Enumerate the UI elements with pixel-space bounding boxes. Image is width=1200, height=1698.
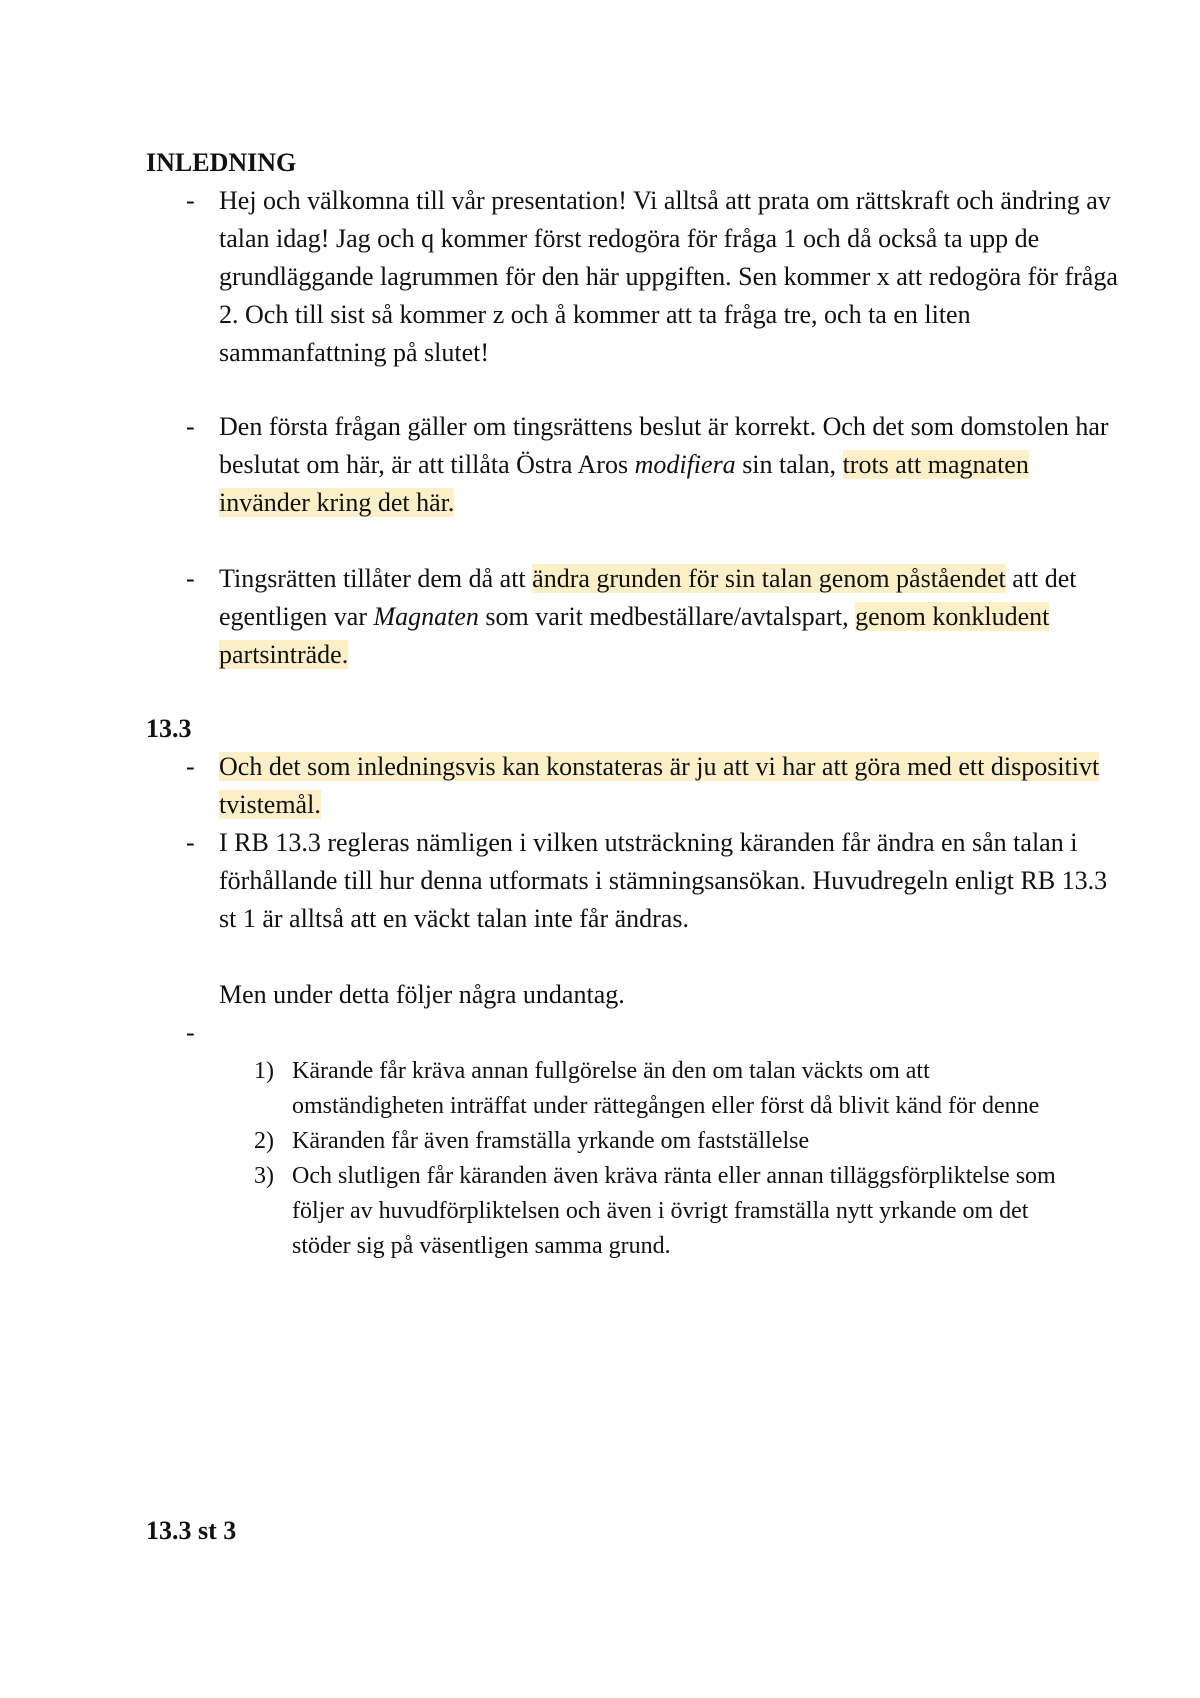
text-run: sin talan,	[735, 450, 843, 479]
bullet-text: I RB 13.3 regleras nämligen i vilken utsträckning käranden får ändra en sån talan i förhållande till hur denna utformats i stämningsansökan. Huvudregeln enligt RB 13.3 st 1 är alltså att en väckt talan inte får ändras.	[219, 828, 1108, 933]
bullet-dash: -	[186, 1018, 195, 1047]
bullet-dash: -	[186, 412, 195, 441]
list-item-text: Kärande får kräva annan fullgörelse än den om talan väckts om att omständigheten inträffat under rättegången eller först då blivit känd för denne	[292, 1058, 1040, 1119]
bullet-dash: -	[186, 564, 195, 593]
list-number: 3)	[254, 1163, 274, 1189]
text-run: Tingsrätten tillåter dem då att	[219, 564, 533, 593]
bullet-text	[219, 408, 1119, 522]
list-item-text: Käranden får även framställa yrkande om fastställelse	[292, 1128, 810, 1154]
list-item	[146, 1159, 1086, 1264]
bullet-text	[219, 560, 1119, 674]
emphasis-text: modifiera	[634, 450, 736, 479]
list-item	[146, 1054, 1086, 1124]
list-number: 1)	[254, 1058, 274, 1084]
heading-13-3: 13.3	[146, 714, 192, 743]
highlighted-text: Och det som inledningsvis kan konstateras är ju att vi har att göra med ett dispositivt tvistemål.	[219, 752, 1100, 819]
list-number: 2)	[254, 1128, 274, 1154]
bullet-text	[219, 748, 1119, 824]
exceptions-list	[146, 1054, 1086, 1264]
bullet-text: Hej och välkomna till vår presentation! Vi alltså att prata om rättskraft och ändring av talan idag! Jag och q kommer först redogöra för fråga 1 och då också ta upp de grundläggande lagrummen för den här uppgiften. Sen kommer x att redogöra för fråga 2. Och till sist så kommer z och å kommer att ta fråga tre, och ta en liten sammanfattning på slutet!	[219, 186, 1118, 367]
highlighted-text: genom konkludent partsinträde.	[219, 602, 1050, 669]
bullet-dash: -	[186, 186, 195, 215]
bullet-dash: -	[186, 828, 195, 857]
text-run: att det egentligen var	[219, 564, 1077, 631]
text-run: som varit medbeställare/avtalspart,	[478, 602, 856, 631]
bullet-dash: -	[186, 752, 195, 781]
highlighted-text: ändra grunden för sin talan genom påståendet	[532, 564, 1006, 593]
heading-inledning: INLEDNING	[146, 148, 297, 177]
list-item-text: Och slutligen får käranden även kräva ränta eller annan tilläggsförpliktelse som följer av huvudförpliktelsen och även i övrigt framställa nytt yrkande om det stöder sig på väsentligen samma grund.	[292, 1163, 1056, 1259]
exceptions-note: Men under detta följer några undantag.	[219, 980, 625, 1009]
highlighted-text: trots att magnaten invänder kring det här.	[219, 450, 1029, 517]
list-item	[146, 1124, 1086, 1159]
emphasis-text: Magnaten	[373, 602, 479, 631]
text-run: Den första frågan gäller om tingsrättens beslut är korrekt. Och det som domstolen har beslutat om här, är att tillåta Östra Aros	[219, 412, 1109, 479]
heading-13-3-st-3: 13.3 st 3	[146, 1516, 237, 1545]
